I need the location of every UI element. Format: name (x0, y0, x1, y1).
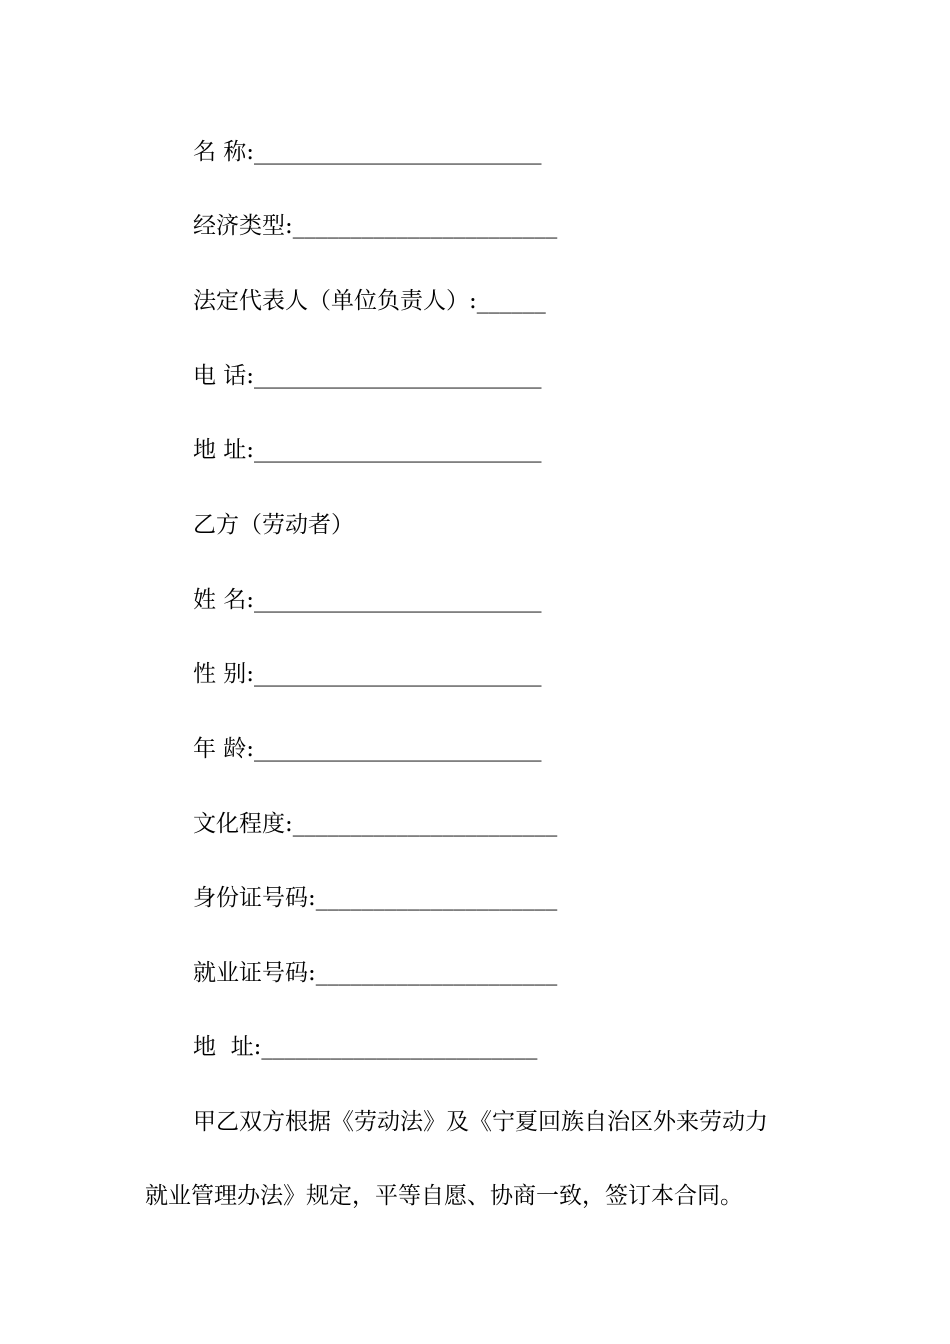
field-address-party-b: 地 址:________________________ (193, 1034, 538, 1060)
field-gender: 性 别:_________________________ (193, 661, 542, 687)
field-name: 名 称:_________________________ (193, 139, 542, 165)
field-employment-certificate: 就业证号码:_____________________ (193, 960, 558, 986)
body-paragraph-line-2: 就业管理办法》规定，平等自愿、协商一致，签订本合同。 (145, 1183, 743, 1209)
field-person-name: 姓 名:_________________________ (193, 587, 542, 613)
field-phone: 电 话:_________________________ (193, 363, 542, 389)
field-address-party-a: 地 址:_________________________ (193, 437, 542, 463)
field-legal-representative: 法定代表人（单位负责人）:______ (193, 288, 546, 314)
field-age: 年 龄:_________________________ (193, 736, 542, 762)
party-b-heading: 乙方（劳动者） (193, 512, 354, 538)
field-education: 文化程度:_______________________ (193, 811, 558, 837)
body-paragraph-line-1: 甲乙双方根据《劳动法》及《宁夏回族自治区外来劳动力 (193, 1109, 768, 1135)
field-economic-type: 经济类型:_______________________ (193, 213, 558, 239)
field-id-number: 身份证号码:_____________________ (193, 885, 558, 911)
